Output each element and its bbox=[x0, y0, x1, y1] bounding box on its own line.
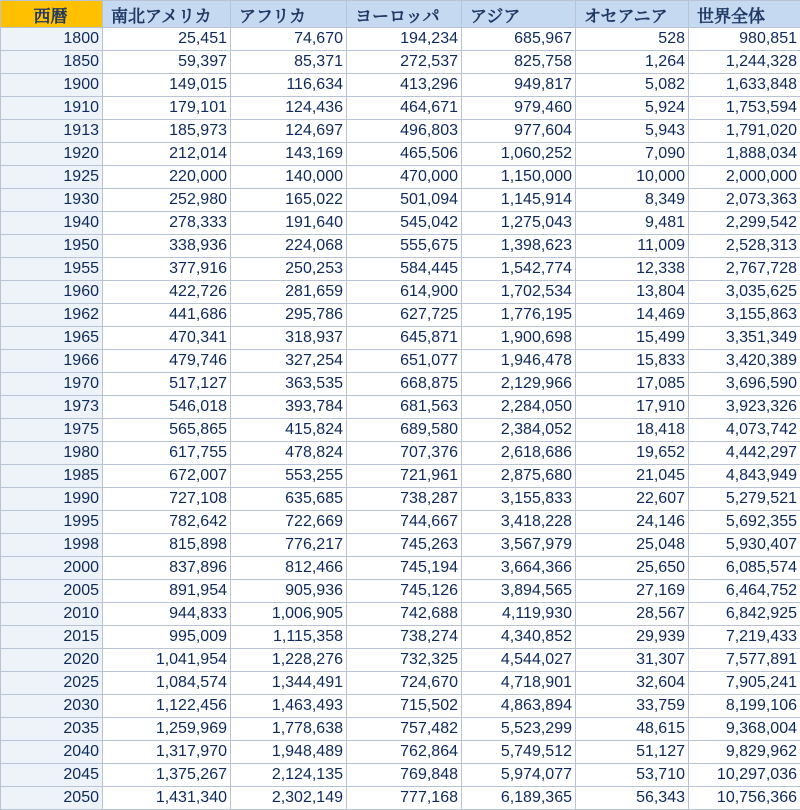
world-cell[interactable]: 9,368,004 bbox=[689, 718, 800, 741]
oceania-cell[interactable]: 25,650 bbox=[576, 557, 689, 580]
americas-cell[interactable]: 185,973 bbox=[103, 120, 231, 143]
europe-cell[interactable]: 681,563 bbox=[347, 396, 462, 419]
europe-cell[interactable]: 744,667 bbox=[347, 511, 462, 534]
year-cell[interactable]: 2035 bbox=[1, 718, 103, 741]
table-row bbox=[1, 580, 800, 603]
oceania-cell[interactable]: 31,307 bbox=[576, 649, 689, 672]
europe-cell[interactable]: 555,675 bbox=[347, 235, 462, 258]
oceania-cell[interactable]: 28,567 bbox=[576, 603, 689, 626]
americas-cell[interactable]: 59,397 bbox=[103, 51, 231, 74]
americas-cell[interactable]: 815,898 bbox=[103, 534, 231, 557]
americas-cell[interactable]: 422,726 bbox=[103, 281, 231, 304]
oceania-cell[interactable]: 528 bbox=[576, 28, 689, 51]
world-cell[interactable]: 7,905,241 bbox=[689, 672, 800, 695]
europe-cell[interactable]: 668,875 bbox=[347, 373, 462, 396]
europe-cell[interactable]: 470,000 bbox=[347, 166, 462, 189]
asia-cell[interactable]: 1,275,043 bbox=[462, 212, 576, 235]
oceania-cell[interactable]: 17,910 bbox=[576, 396, 689, 419]
oceania-cell[interactable]: 56,343 bbox=[576, 787, 689, 810]
oceania-cell[interactable]: 8,349 bbox=[576, 189, 689, 212]
oceania-cell[interactable]: 9,481 bbox=[576, 212, 689, 235]
africa-cell[interactable]: 295,786 bbox=[231, 304, 347, 327]
asia-cell[interactable]: 2,875,680 bbox=[462, 465, 576, 488]
africa-cell[interactable]: 776,217 bbox=[231, 534, 347, 557]
year-cell[interactable]: 2050 bbox=[1, 787, 103, 810]
americas-cell[interactable]: 546,018 bbox=[103, 396, 231, 419]
year-cell[interactable]: 1980 bbox=[1, 442, 103, 465]
year-cell[interactable]: 2000 bbox=[1, 557, 103, 580]
asia-cell[interactable]: 5,523,299 bbox=[462, 718, 576, 741]
world-cell[interactable]: 8,199,106 bbox=[689, 695, 800, 718]
year-cell[interactable]: 1913 bbox=[1, 120, 103, 143]
oceania-cell[interactable]: 5,082 bbox=[576, 74, 689, 97]
table-row bbox=[1, 74, 800, 97]
americas-cell[interactable]: 517,127 bbox=[103, 373, 231, 396]
year-cell[interactable]: 1960 bbox=[1, 281, 103, 304]
year-cell[interactable]: 2015 bbox=[1, 626, 103, 649]
world-cell[interactable]: 3,923,326 bbox=[689, 396, 800, 419]
header-oceania[interactable]: オセアニア bbox=[576, 1, 689, 28]
asia-cell[interactable]: 3,418,228 bbox=[462, 511, 576, 534]
world-cell[interactable]: 10,297,036 bbox=[689, 764, 800, 787]
table-row bbox=[1, 718, 800, 741]
asia-cell[interactable]: 2,284,050 bbox=[462, 396, 576, 419]
asia-cell[interactable]: 977,604 bbox=[462, 120, 576, 143]
americas-cell[interactable]: 377,916 bbox=[103, 258, 231, 281]
year-cell[interactable]: 2030 bbox=[1, 695, 103, 718]
africa-cell[interactable]: 327,254 bbox=[231, 350, 347, 373]
americas-cell[interactable]: 891,954 bbox=[103, 580, 231, 603]
asia-cell[interactable]: 2,129,966 bbox=[462, 373, 576, 396]
oceania-cell[interactable]: 53,710 bbox=[576, 764, 689, 787]
table-row bbox=[1, 488, 800, 511]
year-cell[interactable]: 1990 bbox=[1, 488, 103, 511]
world-cell[interactable]: 2,000,000 bbox=[689, 166, 800, 189]
africa-cell[interactable]: 250,253 bbox=[231, 258, 347, 281]
header-year[interactable]: 西暦 bbox=[1, 1, 103, 28]
year-cell[interactable]: 2045 bbox=[1, 764, 103, 787]
europe-cell[interactable]: 627,725 bbox=[347, 304, 462, 327]
africa-cell[interactable]: 124,436 bbox=[231, 97, 347, 120]
europe-cell[interactable]: 464,671 bbox=[347, 97, 462, 120]
table-row bbox=[1, 649, 800, 672]
africa-cell[interactable]: 318,937 bbox=[231, 327, 347, 350]
table-row bbox=[1, 166, 800, 189]
asia-cell[interactable]: 949,817 bbox=[462, 74, 576, 97]
europe-cell[interactable]: 777,168 bbox=[347, 787, 462, 810]
europe-cell[interactable]: 651,077 bbox=[347, 350, 462, 373]
asia-cell[interactable]: 1,900,698 bbox=[462, 327, 576, 350]
asia-cell[interactable]: 4,863,894 bbox=[462, 695, 576, 718]
year-cell[interactable]: 2025 bbox=[1, 672, 103, 695]
table-row bbox=[1, 373, 800, 396]
oceania-cell[interactable]: 10,000 bbox=[576, 166, 689, 189]
asia-cell[interactable]: 4,718,901 bbox=[462, 672, 576, 695]
africa-cell[interactable]: 1,344,491 bbox=[231, 672, 347, 695]
africa-cell[interactable]: 2,124,135 bbox=[231, 764, 347, 787]
year-cell[interactable]: 1962 bbox=[1, 304, 103, 327]
americas-cell[interactable]: 220,000 bbox=[103, 166, 231, 189]
world-cell[interactable]: 6,464,752 bbox=[689, 580, 800, 603]
year-cell[interactable]: 2005 bbox=[1, 580, 103, 603]
europe-cell[interactable]: 689,580 bbox=[347, 419, 462, 442]
asia-cell[interactable]: 1,145,914 bbox=[462, 189, 576, 212]
americas-cell[interactable]: 1,317,970 bbox=[103, 741, 231, 764]
header-americas[interactable]: 南北アメリカ bbox=[103, 1, 231, 28]
table-row bbox=[1, 787, 800, 810]
africa-cell[interactable]: 722,669 bbox=[231, 511, 347, 534]
asia-cell[interactable]: 4,340,852 bbox=[462, 626, 576, 649]
world-cell[interactable]: 1,888,034 bbox=[689, 143, 800, 166]
world-cell[interactable]: 3,351,349 bbox=[689, 327, 800, 350]
world-cell[interactable]: 980,851 bbox=[689, 28, 800, 51]
asia-cell[interactable]: 1,060,252 bbox=[462, 143, 576, 166]
africa-cell[interactable]: 143,169 bbox=[231, 143, 347, 166]
table-row bbox=[1, 764, 800, 787]
year-cell[interactable]: 1920 bbox=[1, 143, 103, 166]
americas-cell[interactable]: 565,865 bbox=[103, 419, 231, 442]
oceania-cell[interactable]: 29,939 bbox=[576, 626, 689, 649]
world-cell[interactable]: 3,035,625 bbox=[689, 281, 800, 304]
year-cell[interactable]: 1800 bbox=[1, 28, 103, 51]
americas-cell[interactable]: 1,041,954 bbox=[103, 649, 231, 672]
europe-cell[interactable]: 715,502 bbox=[347, 695, 462, 718]
asia-cell[interactable]: 2,618,686 bbox=[462, 442, 576, 465]
table-row bbox=[1, 258, 800, 281]
table-row bbox=[1, 396, 800, 419]
asia-cell[interactable]: 3,567,979 bbox=[462, 534, 576, 557]
year-cell[interactable]: 1965 bbox=[1, 327, 103, 350]
asia-cell[interactable]: 1,542,774 bbox=[462, 258, 576, 281]
year-cell[interactable]: 2020 bbox=[1, 649, 103, 672]
table-row bbox=[1, 212, 800, 235]
oceania-cell[interactable]: 19,652 bbox=[576, 442, 689, 465]
year-cell[interactable]: 1940 bbox=[1, 212, 103, 235]
world-cell[interactable]: 3,420,389 bbox=[689, 350, 800, 373]
table-row bbox=[1, 695, 800, 718]
africa-cell[interactable]: 2,302,149 bbox=[231, 787, 347, 810]
asia-cell[interactable]: 5,749,512 bbox=[462, 741, 576, 764]
africa-cell[interactable]: 635,685 bbox=[231, 488, 347, 511]
europe-cell[interactable]: 194,234 bbox=[347, 28, 462, 51]
europe-cell[interactable]: 272,537 bbox=[347, 51, 462, 74]
europe-cell[interactable]: 769,848 bbox=[347, 764, 462, 787]
europe-cell[interactable]: 721,961 bbox=[347, 465, 462, 488]
asia-cell[interactable]: 3,155,833 bbox=[462, 488, 576, 511]
asia-cell[interactable]: 979,460 bbox=[462, 97, 576, 120]
world-cell[interactable]: 10,756,366 bbox=[689, 787, 800, 810]
header-asia[interactable]: アジア bbox=[462, 1, 576, 28]
europe-cell[interactable]: 645,871 bbox=[347, 327, 462, 350]
americas-cell[interactable]: 470,341 bbox=[103, 327, 231, 350]
oceania-cell[interactable]: 24,146 bbox=[576, 511, 689, 534]
europe-cell[interactable]: 545,042 bbox=[347, 212, 462, 235]
oceania-cell[interactable]: 25,048 bbox=[576, 534, 689, 557]
oceania-cell[interactable]: 1,264 bbox=[576, 51, 689, 74]
europe-cell[interactable]: 614,900 bbox=[347, 281, 462, 304]
table-row bbox=[1, 511, 800, 534]
table-row bbox=[1, 626, 800, 649]
americas-cell[interactable]: 1,259,969 bbox=[103, 718, 231, 741]
world-cell[interactable]: 5,930,407 bbox=[689, 534, 800, 557]
asia-cell[interactable]: 5,974,077 bbox=[462, 764, 576, 787]
table-row bbox=[1, 741, 800, 764]
europe-cell[interactable]: 745,263 bbox=[347, 534, 462, 557]
year-cell[interactable]: 2010 bbox=[1, 603, 103, 626]
americas-cell[interactable]: 1,084,574 bbox=[103, 672, 231, 695]
world-cell[interactable]: 6,842,925 bbox=[689, 603, 800, 626]
asia-cell[interactable]: 1,946,478 bbox=[462, 350, 576, 373]
header-africa[interactable]: アフリカ bbox=[231, 1, 347, 28]
africa-cell[interactable]: 191,640 bbox=[231, 212, 347, 235]
table-row bbox=[1, 350, 800, 373]
table-row bbox=[1, 419, 800, 442]
europe-cell[interactable]: 757,482 bbox=[347, 718, 462, 741]
oceania-cell[interactable]: 32,604 bbox=[576, 672, 689, 695]
oceania-cell[interactable]: 22,607 bbox=[576, 488, 689, 511]
year-cell[interactable]: 1900 bbox=[1, 74, 103, 97]
year-cell[interactable]: 1966 bbox=[1, 350, 103, 373]
oceania-cell[interactable]: 5,924 bbox=[576, 97, 689, 120]
year-cell[interactable]: 1925 bbox=[1, 166, 103, 189]
africa-cell[interactable]: 281,659 bbox=[231, 281, 347, 304]
header-row bbox=[1, 1, 800, 28]
africa-cell[interactable]: 905,936 bbox=[231, 580, 347, 603]
world-cell[interactable]: 7,219,433 bbox=[689, 626, 800, 649]
asia-cell[interactable]: 3,894,565 bbox=[462, 580, 576, 603]
asia-cell[interactable]: 6,189,365 bbox=[462, 787, 576, 810]
americas-cell[interactable]: 1,375,267 bbox=[103, 764, 231, 787]
africa-cell[interactable]: 116,634 bbox=[231, 74, 347, 97]
world-cell[interactable]: 3,696,590 bbox=[689, 373, 800, 396]
oceania-cell[interactable]: 15,833 bbox=[576, 350, 689, 373]
year-cell[interactable]: 1850 bbox=[1, 51, 103, 74]
world-cell[interactable]: 4,843,949 bbox=[689, 465, 800, 488]
asia-cell[interactable]: 685,967 bbox=[462, 28, 576, 51]
africa-cell[interactable]: 363,535 bbox=[231, 373, 347, 396]
year-cell[interactable]: 1950 bbox=[1, 235, 103, 258]
africa-cell[interactable]: 224,068 bbox=[231, 235, 347, 258]
africa-cell[interactable]: 553,255 bbox=[231, 465, 347, 488]
year-cell[interactable]: 1955 bbox=[1, 258, 103, 281]
world-cell[interactable]: 9,829,962 bbox=[689, 741, 800, 764]
africa-cell[interactable]: 1,006,905 bbox=[231, 603, 347, 626]
americas-cell[interactable]: 995,009 bbox=[103, 626, 231, 649]
table-row bbox=[1, 557, 800, 580]
americas-cell[interactable]: 441,686 bbox=[103, 304, 231, 327]
africa-cell[interactable]: 415,824 bbox=[231, 419, 347, 442]
africa-cell[interactable]: 1,463,493 bbox=[231, 695, 347, 718]
world-cell[interactable]: 2,073,363 bbox=[689, 189, 800, 212]
europe-cell[interactable]: 762,864 bbox=[347, 741, 462, 764]
africa-cell[interactable]: 393,784 bbox=[231, 396, 347, 419]
africa-cell[interactable]: 1,115,358 bbox=[231, 626, 347, 649]
americas-cell[interactable]: 179,101 bbox=[103, 97, 231, 120]
americas-cell[interactable]: 149,015 bbox=[103, 74, 231, 97]
asia-cell[interactable]: 825,758 bbox=[462, 51, 576, 74]
world-cell[interactable]: 1,753,594 bbox=[689, 97, 800, 120]
americas-cell[interactable]: 1,431,340 bbox=[103, 787, 231, 810]
asia-cell[interactable]: 4,544,027 bbox=[462, 649, 576, 672]
year-cell[interactable]: 1985 bbox=[1, 465, 103, 488]
table-row bbox=[1, 235, 800, 258]
table-row bbox=[1, 465, 800, 488]
asia-cell[interactable]: 4,119,930 bbox=[462, 603, 576, 626]
table-row bbox=[1, 304, 800, 327]
table-row bbox=[1, 327, 800, 350]
table-body bbox=[1, 28, 800, 810]
oceania-cell[interactable]: 33,759 bbox=[576, 695, 689, 718]
americas-cell[interactable]: 1,122,456 bbox=[103, 695, 231, 718]
world-cell[interactable]: 5,279,521 bbox=[689, 488, 800, 511]
asia-cell[interactable]: 3,664,366 bbox=[462, 557, 576, 580]
europe-cell[interactable]: 745,194 bbox=[347, 557, 462, 580]
world-cell[interactable]: 1,244,328 bbox=[689, 51, 800, 74]
oceania-cell[interactable]: 21,045 bbox=[576, 465, 689, 488]
year-cell[interactable]: 1973 bbox=[1, 396, 103, 419]
table-row bbox=[1, 672, 800, 695]
asia-cell[interactable]: 2,384,052 bbox=[462, 419, 576, 442]
americas-cell[interactable]: 727,108 bbox=[103, 488, 231, 511]
europe-cell[interactable]: 584,445 bbox=[347, 258, 462, 281]
world-cell[interactable]: 2,767,728 bbox=[689, 258, 800, 281]
europe-cell[interactable]: 738,287 bbox=[347, 488, 462, 511]
americas-cell[interactable]: 479,746 bbox=[103, 350, 231, 373]
americas-cell[interactable]: 837,896 bbox=[103, 557, 231, 580]
africa-cell[interactable]: 1,228,276 bbox=[231, 649, 347, 672]
table-row bbox=[1, 28, 800, 51]
oceania-cell[interactable]: 15,499 bbox=[576, 327, 689, 350]
americas-cell[interactable]: 212,014 bbox=[103, 143, 231, 166]
oceania-cell[interactable]: 11,009 bbox=[576, 235, 689, 258]
year-cell[interactable]: 1975 bbox=[1, 419, 103, 442]
world-cell[interactable]: 5,692,355 bbox=[689, 511, 800, 534]
europe-cell[interactable]: 742,688 bbox=[347, 603, 462, 626]
europe-cell[interactable]: 501,094 bbox=[347, 189, 462, 212]
oceania-cell[interactable]: 5,943 bbox=[576, 120, 689, 143]
year-cell[interactable]: 1930 bbox=[1, 189, 103, 212]
americas-cell[interactable]: 252,980 bbox=[103, 189, 231, 212]
americas-cell[interactable]: 672,007 bbox=[103, 465, 231, 488]
oceania-cell[interactable]: 12,338 bbox=[576, 258, 689, 281]
oceania-cell[interactable]: 13,804 bbox=[576, 281, 689, 304]
africa-cell[interactable]: 140,000 bbox=[231, 166, 347, 189]
africa-cell[interactable]: 74,670 bbox=[231, 28, 347, 51]
table-row bbox=[1, 281, 800, 304]
year-cell[interactable]: 1910 bbox=[1, 97, 103, 120]
world-cell[interactable]: 2,299,542 bbox=[689, 212, 800, 235]
americas-cell[interactable]: 278,333 bbox=[103, 212, 231, 235]
world-cell[interactable]: 4,442,297 bbox=[689, 442, 800, 465]
europe-cell[interactable]: 465,506 bbox=[347, 143, 462, 166]
europe-cell[interactable]: 738,274 bbox=[347, 626, 462, 649]
americas-cell[interactable]: 338,936 bbox=[103, 235, 231, 258]
year-cell[interactable]: 1998 bbox=[1, 534, 103, 557]
asia-cell[interactable]: 1,702,534 bbox=[462, 281, 576, 304]
asia-cell[interactable]: 1,398,623 bbox=[462, 235, 576, 258]
europe-cell[interactable]: 724,670 bbox=[347, 672, 462, 695]
world-cell[interactable]: 1,633,848 bbox=[689, 74, 800, 97]
africa-cell[interactable]: 85,371 bbox=[231, 51, 347, 74]
oceania-cell[interactable]: 7,090 bbox=[576, 143, 689, 166]
europe-cell[interactable]: 496,803 bbox=[347, 120, 462, 143]
asia-cell[interactable]: 1,776,195 bbox=[462, 304, 576, 327]
oceania-cell[interactable]: 51,127 bbox=[576, 741, 689, 764]
year-cell[interactable]: 1970 bbox=[1, 373, 103, 396]
oceania-cell[interactable]: 18,418 bbox=[576, 419, 689, 442]
europe-cell[interactable]: 745,126 bbox=[347, 580, 462, 603]
africa-cell[interactable]: 124,697 bbox=[231, 120, 347, 143]
americas-cell[interactable]: 25,451 bbox=[103, 28, 231, 51]
africa-cell[interactable]: 1,778,638 bbox=[231, 718, 347, 741]
world-cell[interactable]: 1,791,020 bbox=[689, 120, 800, 143]
africa-cell[interactable]: 478,824 bbox=[231, 442, 347, 465]
oceania-cell[interactable]: 27,169 bbox=[576, 580, 689, 603]
table-row bbox=[1, 143, 800, 166]
asia-cell[interactable]: 1,150,000 bbox=[462, 166, 576, 189]
world-cell[interactable]: 3,155,863 bbox=[689, 304, 800, 327]
world-cell[interactable]: 4,073,742 bbox=[689, 419, 800, 442]
americas-cell[interactable]: 944,833 bbox=[103, 603, 231, 626]
europe-cell[interactable]: 732,325 bbox=[347, 649, 462, 672]
table-row bbox=[1, 189, 800, 212]
table-row bbox=[1, 442, 800, 465]
world-cell[interactable]: 6,085,574 bbox=[689, 557, 800, 580]
africa-cell[interactable]: 165,022 bbox=[231, 189, 347, 212]
europe-cell[interactable]: 707,376 bbox=[347, 442, 462, 465]
world-cell[interactable]: 7,577,891 bbox=[689, 649, 800, 672]
year-cell[interactable]: 2040 bbox=[1, 741, 103, 764]
africa-cell[interactable]: 1,948,489 bbox=[231, 741, 347, 764]
africa-cell[interactable]: 812,466 bbox=[231, 557, 347, 580]
table-row bbox=[1, 534, 800, 557]
table-row bbox=[1, 97, 800, 120]
americas-cell[interactable]: 617,755 bbox=[103, 442, 231, 465]
oceania-cell[interactable]: 17,085 bbox=[576, 373, 689, 396]
header-world[interactable]: 世界全体 bbox=[689, 1, 800, 28]
table-row bbox=[1, 51, 800, 74]
year-cell[interactable]: 1995 bbox=[1, 511, 103, 534]
table-row bbox=[1, 120, 800, 143]
americas-cell[interactable]: 782,642 bbox=[103, 511, 231, 534]
header-europe[interactable]: ヨーロッパ bbox=[347, 1, 462, 28]
oceania-cell[interactable]: 48,615 bbox=[576, 718, 689, 741]
oceania-cell[interactable]: 14,469 bbox=[576, 304, 689, 327]
world-cell[interactable]: 2,528,313 bbox=[689, 235, 800, 258]
table-row bbox=[1, 603, 800, 626]
europe-cell[interactable]: 413,296 bbox=[347, 74, 462, 97]
